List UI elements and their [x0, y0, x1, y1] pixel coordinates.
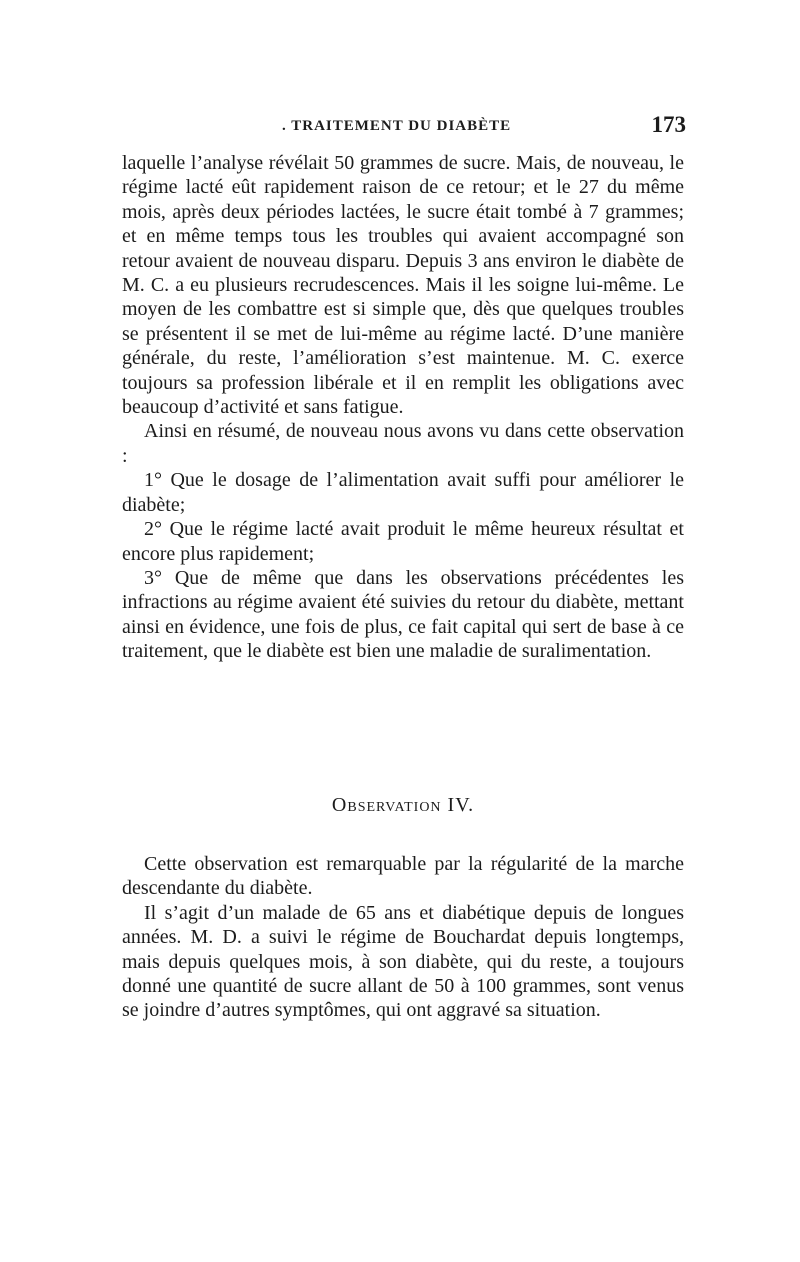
paragraph-point-3: 3° Que de même que dans les observations précédentes les infractions au régime avaient été suivies du retour du diabète, mettant ainsi en évidence, une fois de plus, ce fait capital qui sert de base à ce traitement, que le diabète est bien une maladie de suralimentation. — [122, 566, 684, 663]
running-title: . TRAITEMENT DU DIABÈTE — [282, 118, 512, 134]
paragraph-point-2: 2° Que le régime lacté avait produit le même heureux résultat et encore plus rapidement; — [122, 518, 684, 565]
page-number: 173 — [651, 112, 686, 137]
paragraph-point-1: 1° Que le dosage de l’alimentation avait suffi pour améliorer le diabète; — [122, 469, 684, 516]
text-block-continued — [122, 151, 684, 664]
section-heading-numeral: IV. — [447, 794, 475, 816]
running-head — [122, 112, 686, 142]
paragraph-continuation: laquelle l’analyse révélait 50 grammes de sucre. Mais, de nouveau, le régime lacté eût rapidement raison de ce retour; et le 27 du même mois, après deux périodes lactées, le sucre était tombé à 7 grammes; et en même temps tous les troubles qui avaient accompagné son retour avaient de nouveau disparu. Depuis 3 ans environ le diabète de M. C. a eu plusieurs recrudescences. Mais il les soigne lui-même. Le moyen de les combattre est si simple que, dès que quelques troubles se présentent il se met de lui-même au régime lacté. D’une manière générale, du reste, l’amélioration s’est maintenue. M. C. exerce toujours sa profession libérale et il en remplit les obligations avec beaucoup d’activité et sans fatigue. — [122, 152, 684, 419]
section-heading — [122, 794, 684, 817]
paragraph-case: Il s’agit d’un malade de 65 ans et diabétique depuis de longues années. M. D. a suivi le régime de Bouchardat depuis longtemps, mais depuis quelques mois, à son diabète, qui du reste, a toujours donné une quantité de sucre allant de 50 à 100 grammes, sont venus se joindre d’autres symptômes, qui ont aggravé sa situation. — [122, 901, 684, 1022]
paragraph-intro: Cette observation est remarquable par la régularité de la marche descendante du diabète. — [122, 853, 684, 900]
paragraph-summary: Ainsi en résumé, de nouveau nous avons vu dans cette observation : — [122, 420, 684, 467]
text-block-observation-iv — [122, 852, 684, 1023]
section-heading-label: Observation — [331, 794, 442, 816]
